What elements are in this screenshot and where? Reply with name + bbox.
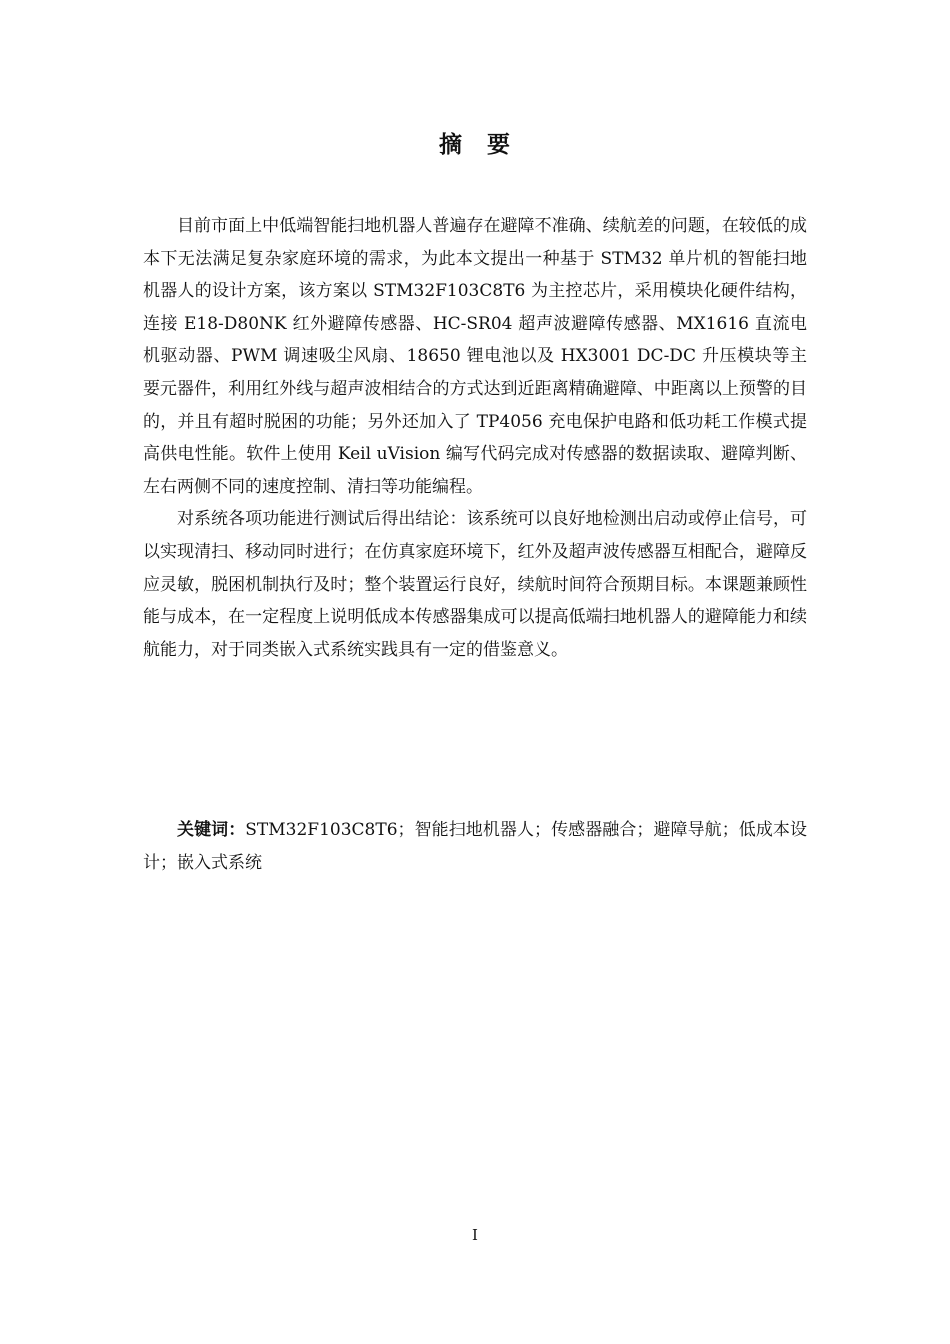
abstract-body [143, 210, 807, 666]
title-char-2: 要 [487, 132, 511, 158]
page-title [0, 126, 950, 159]
keywords-label: 关键词： [177, 820, 246, 840]
abstract-paragraph-1: 目前市面上中低端智能扫地机器人普遍存在避障不准确、续航差的问题，在较低的成本下无法满足复杂家庭环境的需求，为此本文提出一种基于 STM32 单片机的智能扫地机器人的设计方案，该方案以 STM32F103C8T6 为主控芯片，采用模块化硬件结构，连接 E18-D80NK 红外避障传感器、HC-SR04 超声波避障传感器、MX1616 直流电机驱动器、PWM 调速吸尘风扇、18650 锂电池以及 HX3001 DC-DC 升压模块等主要元器件，利用红外线与超声波相结合的方式达到近距离精确避障、中距离以上预警的目的，并且有超时脱困的功能；另外还加入了 TP4056 充电保护电路和低功耗工作模式提高供电性能。软件上使用 Keil uVision 编写代码完成对传感器的数据读取、避障判断、左右两侧不同的速度控制、清扫等功能编程。 [143, 216, 807, 497]
title-char-1: 摘 [439, 132, 463, 158]
page-number: I [472, 1226, 478, 1244]
abstract-paragraph-2: 对系统各项功能进行测试后得出结论：该系统可以良好地检测出启动或停止信号，可以实现清扫、移动同时进行；在仿真家庭环境下，红外及超声波传感器互相配合，避障反应灵敏，脱困机制执行及时；整个装置运行良好，续航时间符合预期目标。本课题兼顾性能与成本，在一定程度上说明低成本传感器集成可以提高低端扫地机器人的避障能力和续航能力，对于同类嵌入式系统实践具有一定的借鉴意义。 [143, 509, 807, 660]
keywords-text: STM32F103C8T6；智能扫地机器人；传感器融合；避障导航；低成本设计；嵌入式系统 [143, 820, 807, 873]
keywords-line [143, 814, 807, 879]
